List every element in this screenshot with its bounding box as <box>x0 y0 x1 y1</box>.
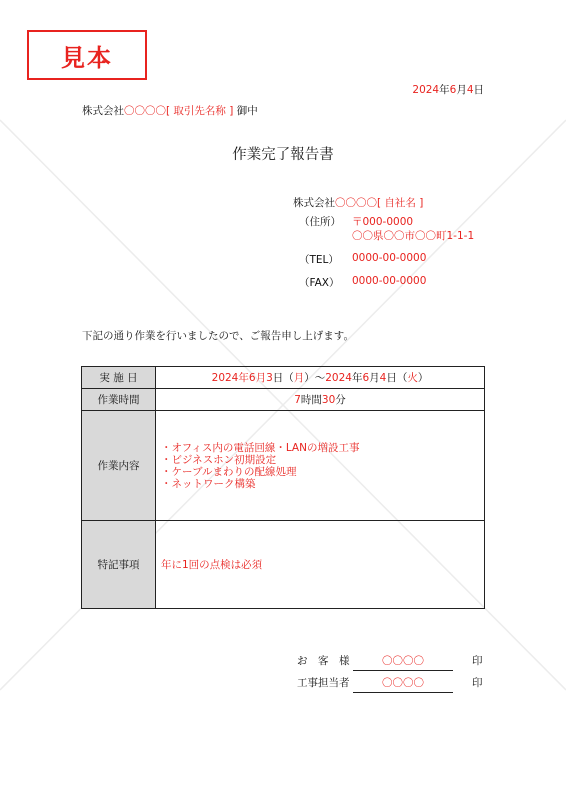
sender-company: 株式会社〇〇〇〇[ 自社名 ] <box>293 197 424 209</box>
document-title: 作業完了報告書 <box>232 147 334 163</box>
fax-number: 0000-00-0000 <box>352 275 427 287</box>
address-label: （住所） <box>299 216 341 228</box>
list-item: ・オフィス内の電話回線・LANの増設工事 <box>161 441 360 454</box>
report-table <box>81 366 485 609</box>
recipient: 株式会社〇〇〇〇[ 取引先名称 ] 御中 <box>82 105 258 117</box>
engineer-seal: 印 <box>472 677 483 689</box>
list-item: ・ケーブルまわりの配線処理 <box>161 465 297 478</box>
customer-seal: 印 <box>472 655 483 667</box>
list-item: ・ビジネスホン初期設定 <box>161 453 277 466</box>
zip-code: 〒000-0000 <box>352 216 414 228</box>
content-list <box>156 411 485 521</box>
sample-stamp: 見本 <box>27 30 147 80</box>
customer-label: お 客 様 <box>297 655 350 667</box>
table-row <box>82 411 485 521</box>
issue-date: 2024年6月4日 <box>412 84 484 96</box>
table-row <box>82 367 485 389</box>
table-row <box>82 521 485 609</box>
tel-number: 0000-00-0000 <box>352 252 427 264</box>
list-item: ・ネットワーク構築 <box>161 477 256 490</box>
intro-text: 下記の通り作業を行いましたので、ご報告申し上げます。 <box>82 330 354 342</box>
tel-label: （TEL） <box>299 254 339 266</box>
notes-label: 特記事項 <box>82 521 156 609</box>
address: 〇〇県〇〇市〇〇町1-1-1 <box>352 230 475 242</box>
time-label: 作業時間 <box>82 389 156 411</box>
engineer-name: 〇〇〇〇 <box>353 675 453 693</box>
date-value: 2024年6月3日（月）～2024年6月4日（火） <box>156 367 485 389</box>
customer-name: 〇〇〇〇 <box>353 653 453 671</box>
table-row <box>82 389 485 411</box>
notes-value: 年に1回の点検は必須 <box>156 521 485 609</box>
engineer-label: 工事担当者 <box>297 677 350 689</box>
time-value: 7時間30分 <box>156 389 485 411</box>
date-label: 実 施 日 <box>82 367 156 389</box>
fax-label: （FAX） <box>299 277 340 289</box>
content-label: 作業内容 <box>82 411 156 521</box>
